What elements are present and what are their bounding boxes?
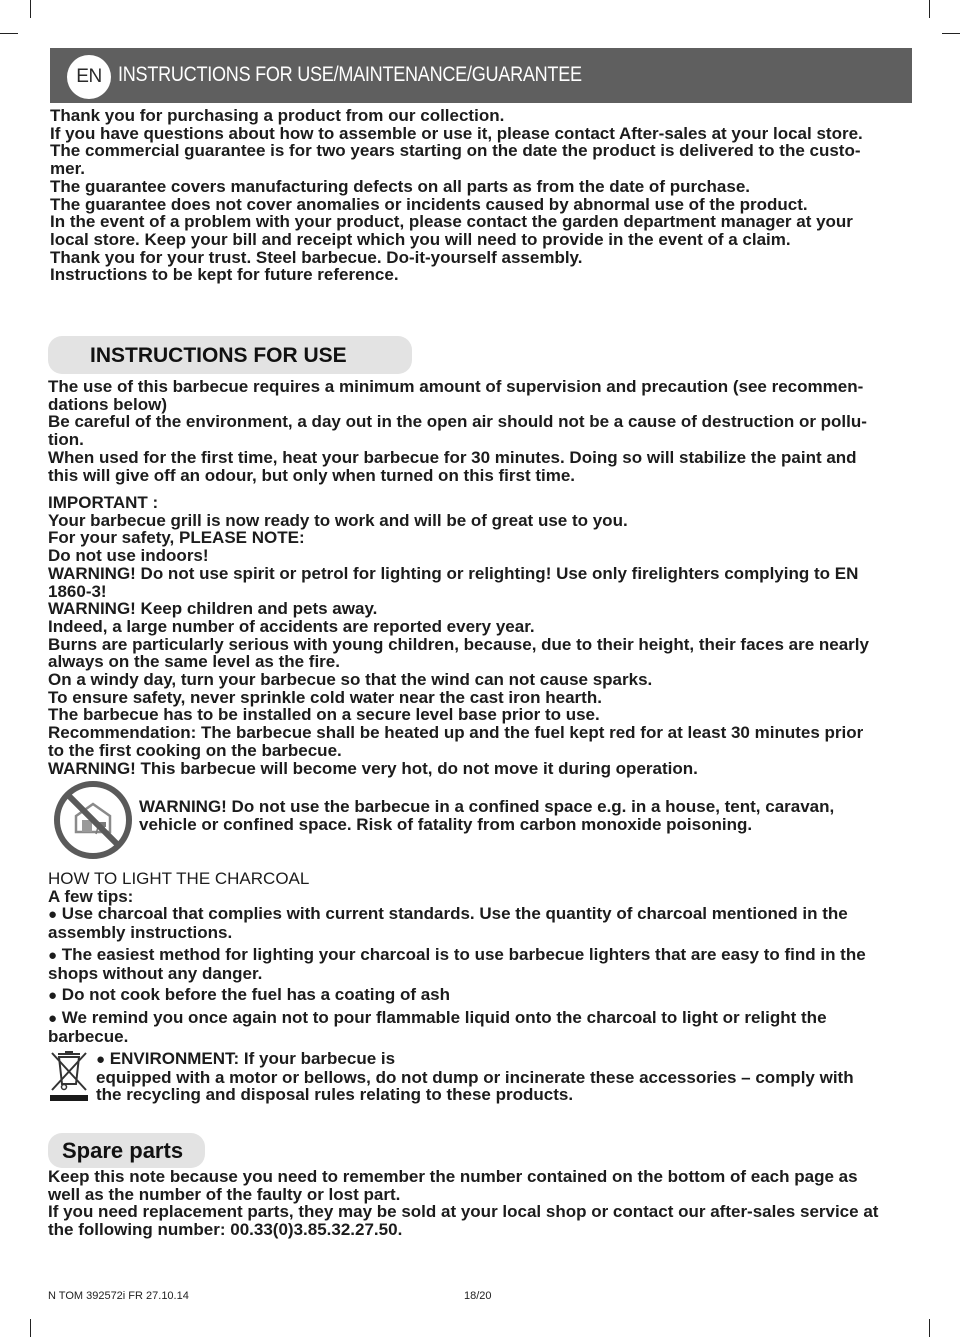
text-line: Do not use indoors! (48, 546, 209, 566)
use-paragraph-1 (48, 378, 910, 484)
list-item (96, 1050, 908, 1069)
tip-text: The easiest method for lighting your charcoal is to use barbecue lighters that are easy to find in the (61, 944, 866, 964)
bullet: ● (48, 946, 58, 964)
crop-mark (0, 33, 18, 34)
text-line: WARNING! This barbecue will become very hot, do not move it during operation. (48, 758, 698, 778)
text-line: Indeed, a large number of accidents are reported every year. (48, 616, 535, 636)
crop-mark (30, 0, 31, 18)
document-reference: N TOM 392572i FR 27.10.14 (48, 1290, 189, 1302)
text-line: If you need replacement parts, they may be sold at your local shop or contact our after-sales service at (48, 1202, 879, 1222)
no-indoor-use-icon (52, 780, 134, 860)
text-line: For your safety, PLEASE NOTE: (48, 528, 305, 548)
bullet: ● (48, 906, 58, 924)
text-line: always on the same level as the fire. (48, 652, 340, 672)
charcoal-section (48, 870, 910, 1045)
environment-note (96, 1050, 908, 1104)
text-line: 1860-3! (48, 581, 107, 601)
crop-mark (942, 33, 960, 34)
text-line: To ensure safety, never sprinkle cold water near the cast iron hearth. (48, 687, 602, 707)
text-line: Thank you for purchasing a product from our collection. (50, 106, 505, 125)
text-line: The barbecue has to be installed on a secure level base prior to use. (48, 705, 600, 725)
warning-confined-space (139, 798, 909, 833)
tip-text: Use charcoal that complies with current standards. Use the quantity of charcoal mentioned in the (61, 904, 848, 924)
text-line: the following number: 00.33(0)3.85.32.27.50. (48, 1220, 403, 1240)
list-item (48, 1009, 910, 1028)
text-line: The guarantee covers manufacturing defects on all parts as from the date of purchase. (50, 176, 751, 196)
text-line: Instructions to be kept for future reference. (50, 265, 399, 285)
text-line: Be careful of the environment, a day out in the open air should not be a cause of destruction or pollu- (48, 412, 867, 432)
text-line: IMPORTANT : (48, 493, 159, 512)
list-item (48, 986, 910, 1005)
crop-mark (929, 0, 930, 18)
text-line: Burns are particularly serious with young children, because, due to their height, their faces are nearly (48, 634, 869, 654)
text-line: equipped with a motor or bellows, do not dump or incinerate these accessories – comply with (96, 1067, 854, 1087)
bullet: ● (48, 987, 58, 1005)
section-heading-instructions (48, 336, 412, 374)
text-line: When used for the first time, heat your barbecue for 30 minutes. Doing so will stabilize the paint and (48, 447, 857, 467)
text-line: tion. (48, 430, 84, 450)
list-item (48, 905, 910, 924)
text-line: On a windy day, turn your barbecue so that the wind can not cause sparks. (48, 670, 653, 690)
language-badge: EN (67, 55, 111, 99)
text-line: well as the number of the faulty or lost part. (48, 1184, 401, 1204)
text-line: If you have questions about how to assemble or use it, please contact After-sales at your local store. (50, 123, 863, 143)
text-line: Your barbecue grill is now ready to work and will be of great use to you. (48, 510, 628, 530)
text-line: assembly instructions. (48, 923, 233, 943)
text-line: this will give off an odour, but only when turned on this first time. (48, 465, 576, 485)
section-heading-label: INSTRUCTIONS FOR USE (90, 344, 347, 367)
charcoal-subheading: A few tips: (48, 886, 134, 906)
text-line: Keep this note because you need to remember the number contained on the bottom of each page as (48, 1167, 858, 1186)
use-paragraph-2 (48, 494, 910, 777)
tip-text: We remind you once again not to pour flammable liquid onto the charcoal to light or relight the (61, 1007, 827, 1027)
intro-text (50, 107, 910, 284)
text-line: WARNING! Do not use the barbecue in a confined space e.g. in a house, tent, caravan, (139, 797, 835, 816)
section-heading-label: Spare parts (62, 1138, 184, 1163)
text-line: dations below) (48, 394, 167, 414)
crossed-bin-icon (48, 1050, 90, 1102)
page-title: INSTRUCTIONS FOR USE/MAINTENANCE/GUARANTEE (118, 63, 582, 86)
bullet: ● (48, 1009, 58, 1027)
crop-mark (30, 1319, 31, 1337)
text-line: Thank you for your trust. Steel barbecue. Do-it-yourself assembly. (50, 247, 583, 267)
list-item (48, 946, 910, 965)
bullet: ● (96, 1051, 106, 1068)
text-line: local store. Keep your bill and receipt which you will need to provide in the event of a claim. (50, 229, 791, 249)
spare-parts-text (48, 1168, 910, 1239)
text-line: Recommendation: The barbecue shall be heated up and the fuel kept red for at least 30 minutes prior (48, 723, 864, 743)
text-line: The commercial guarantee is for two years starting on the date the product is delivered to the custo- (50, 141, 861, 161)
text-line: The use of this barbecue requires a minimum amount of supervision and precaution (see recommen- (48, 377, 864, 396)
text-line: The guarantee does not cover anomalies or incidents caused by abnormal use of the product. (50, 194, 808, 214)
text-line: barbecue. (48, 1026, 129, 1046)
section-heading-spare-parts (48, 1133, 205, 1168)
text-line: the recycling and disposal rules relating to these products. (96, 1085, 574, 1105)
text-line: mer. (50, 159, 85, 179)
env-text: ENVIRONMENT: If your barbecue is (109, 1049, 396, 1068)
text-line: vehicle or confined space. Risk of fatality from carbon monoxide poisoning. (139, 814, 753, 834)
charcoal-heading: HOW TO LIGHT THE CHARCOAL (48, 869, 310, 888)
text-line: WARNING! Keep children and pets away. (48, 599, 378, 619)
tip-text: Do not cook before the fuel has a coating of ash (61, 985, 451, 1005)
text-line: to the first cooking on the barbecue. (48, 740, 342, 760)
page-number: 18/20 (464, 1290, 492, 1302)
crop-mark (929, 1319, 930, 1337)
text-line: shops without any danger. (48, 963, 263, 983)
text-line: In the event of a problem with your product, please contact the garden department manager at your (50, 212, 853, 232)
text-line: WARNING! Do not use spirit or petrol for lighting or relighting! Use only firelighters complying to EN (48, 563, 859, 583)
